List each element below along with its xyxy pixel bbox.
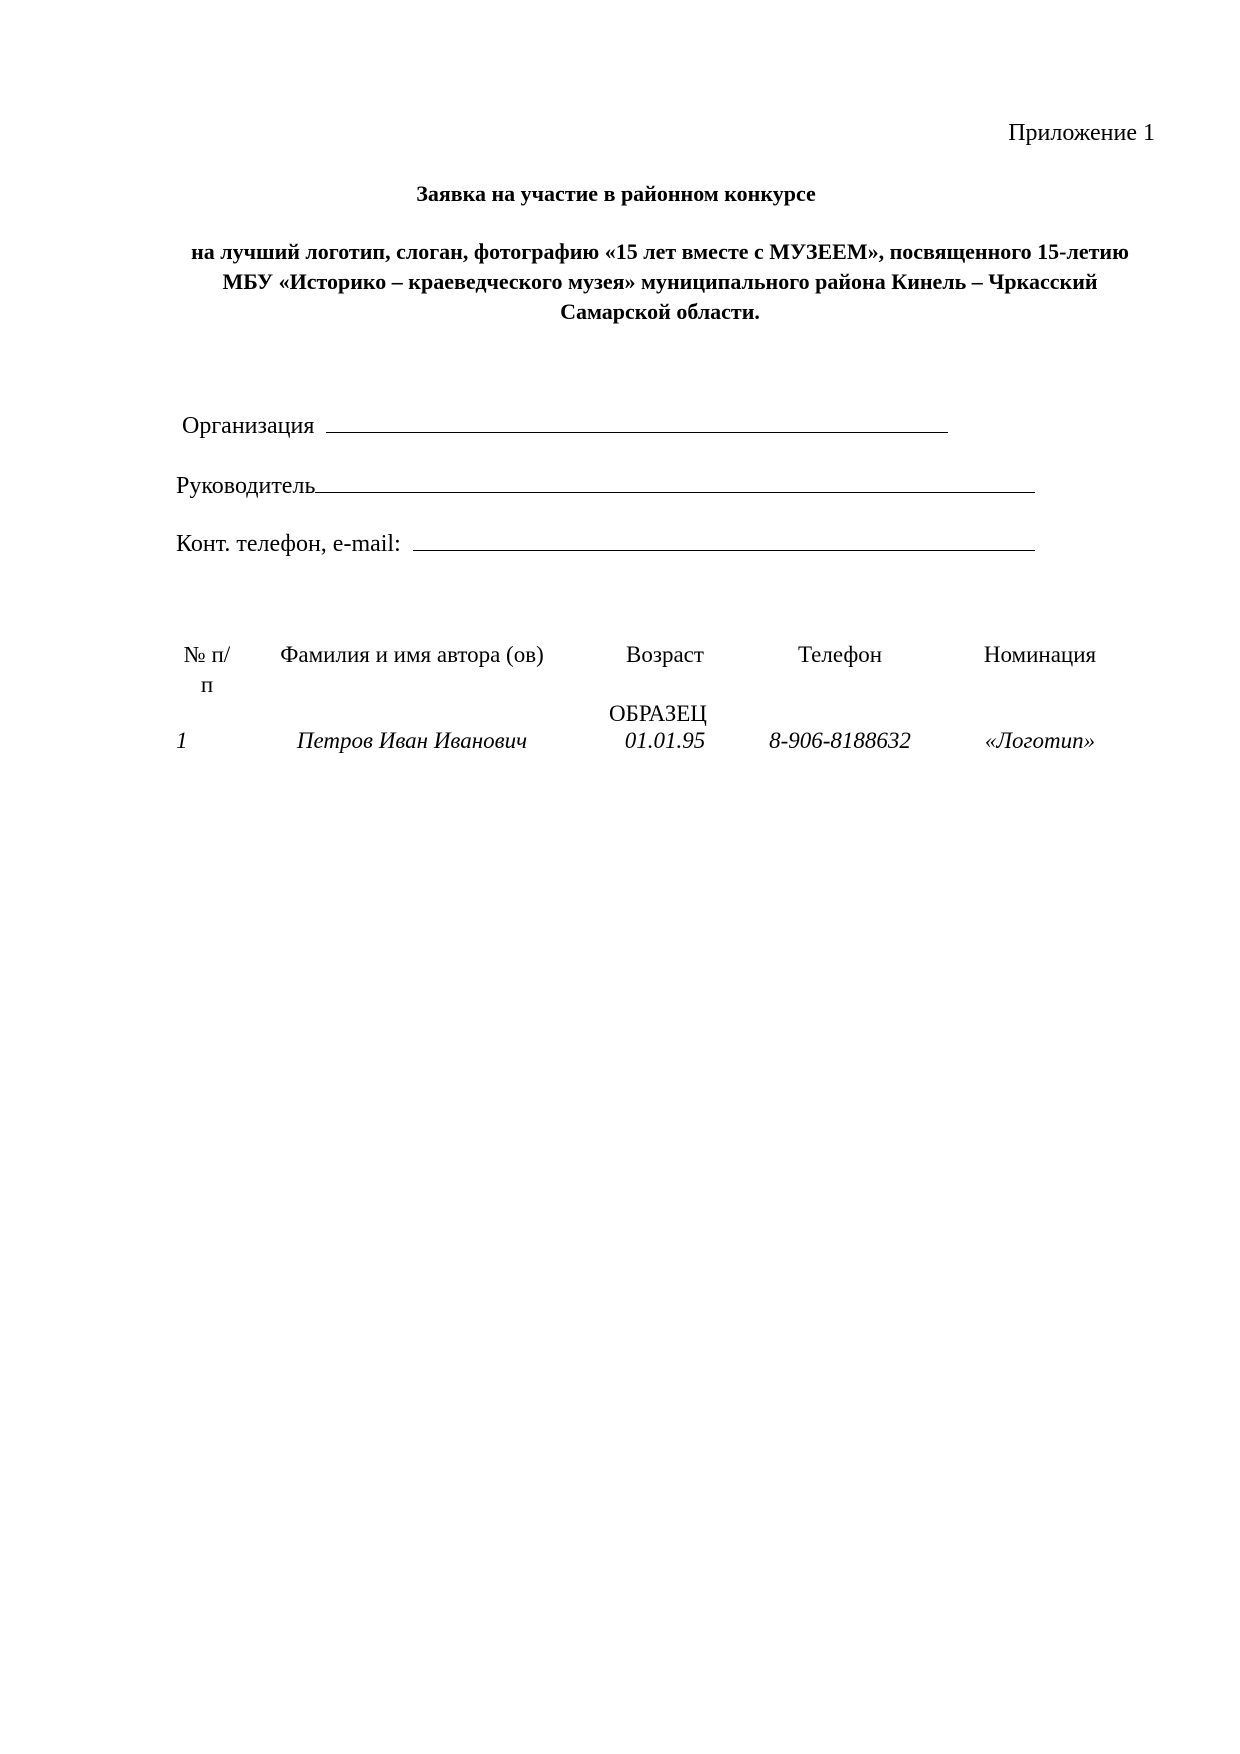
head-label: Руководитель	[176, 473, 316, 499]
table-header-phone: Телефон	[797, 642, 883, 667]
table-cell-author: Петров Иван Иванович	[296, 728, 528, 753]
table-header-nomination: Номинация	[983, 642, 1097, 667]
sample-label: ОБРАЗЕЦ	[609, 701, 707, 726]
table-header-age: Возраст	[626, 642, 704, 667]
table-cell-nomination: «Логотип»	[984, 728, 1096, 753]
contact-field	[176, 528, 1035, 558]
head-field	[176, 470, 1035, 500]
table-header-author: Фамилия и имя автора (ов)	[280, 642, 544, 667]
appendix-label: Приложение 1	[1008, 120, 1155, 146]
organization-blank-line[interactable]	[326, 410, 948, 433]
table-header-number: № п/п	[183, 642, 231, 697]
document-title: Заявка на участие в районном конкурсе	[416, 181, 816, 206]
organization-label: Организация	[182, 413, 315, 439]
table-cell-age: 01.01.95	[624, 728, 706, 753]
document-subtitle: на лучший логотип, слоган, фотографию «15 лет вместе с МУЗЕЕМ», посвященного 15-летию МБУ «Историко – краеведческого музея» муниципального района Кинель – Чркасский Самарской области.	[191, 239, 1129, 324]
contact-label: Конт. телефон, e-mail:	[176, 531, 401, 557]
contact-blank-line[interactable]	[413, 528, 1035, 551]
table-cell-number: 1	[176, 728, 188, 753]
head-blank-line[interactable]	[315, 470, 1035, 493]
organization-field	[182, 410, 948, 440]
table-cell-phone: 8-906-8188632	[769, 728, 911, 753]
